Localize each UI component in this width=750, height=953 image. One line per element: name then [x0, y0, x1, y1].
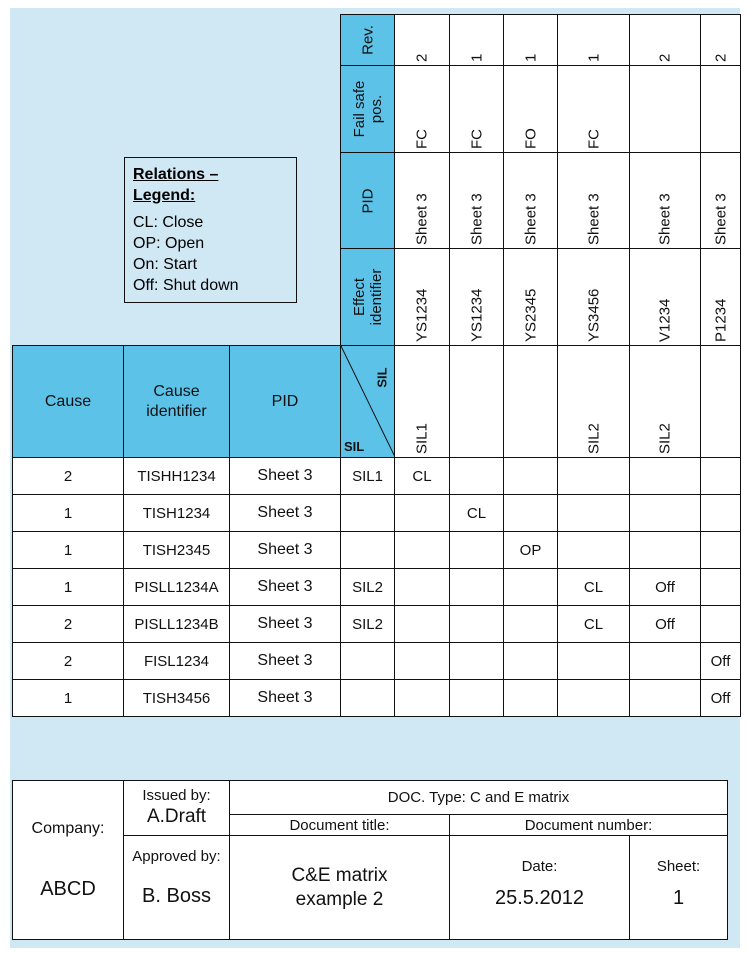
rev-header-label: Rev. [359, 25, 376, 55]
relation-cell [394, 531, 450, 569]
effect-rev-cell [557, 14, 630, 67]
pid-effect-header-label: PID [359, 187, 376, 214]
relation-cell: Off [700, 642, 741, 680]
effect-pid-cell [557, 152, 630, 250]
relation-cell [503, 457, 558, 495]
relation-cell: CL [394, 457, 450, 495]
approved-by-label: Approved by: [132, 848, 221, 865]
relations-legend [124, 157, 297, 303]
cause-sil-cell: SIL2 [340, 605, 395, 643]
effect-fail-safe-text: FC [413, 129, 431, 149]
cause-cause-cell: 2 [12, 457, 124, 495]
effect-identifier-text: YS2345 [522, 288, 539, 342]
effect-identifier-cell [557, 248, 630, 347]
effect-identifier-cell [503, 248, 558, 347]
date-value: 25.5.2012 [495, 887, 584, 909]
relation-cell: CL [557, 605, 630, 643]
effect-pid-text: Sheet 3 [712, 193, 729, 245]
effect-sil-text: SIL2 [585, 423, 602, 454]
effect-rev-text: 2 [413, 53, 431, 62]
cause-identifier-cell: TISH2345 [123, 531, 230, 569]
relation-cell [629, 679, 701, 717]
cause-sil-cell: SIL2 [340, 568, 395, 606]
effect-pid-text: Sheet 3 [585, 193, 602, 245]
relation-cell [449, 642, 504, 680]
cause-cause-cell: 1 [12, 494, 124, 532]
cause-cause-cell: 1 [12, 568, 124, 606]
relation-cell [557, 494, 630, 532]
cause-identifier-cell: TISH3456 [123, 679, 230, 717]
effect-rev-text: 1 [585, 53, 602, 62]
effect-sil-text: SIL2 [656, 423, 674, 454]
legend-item: OP: Open [133, 235, 205, 252]
sil-header-bottom: SIL [344, 439, 365, 454]
relation-cell [503, 494, 558, 532]
relation-cell [557, 457, 630, 495]
effect-identifier-cell [700, 248, 741, 347]
effect-rev-text: 2 [712, 53, 729, 62]
fail-safe-header [340, 65, 395, 153]
relation-cell: Off [629, 568, 701, 606]
relation-cell: CL [449, 494, 504, 532]
relation-cell [557, 679, 630, 717]
effect-identifier-cell [449, 248, 504, 347]
cause-identifier-cell: PISLL1234A [123, 568, 230, 606]
cause-identifier-header: Cause identifier [123, 345, 230, 458]
sil-header-top: SIL [374, 367, 390, 388]
cause-identifier-cell: PISLL1234B [123, 605, 230, 643]
effect-sil-cell [449, 345, 504, 459]
effect-sil-text: SIL1 [413, 423, 431, 454]
effect-identifier-text: V1234 [656, 298, 674, 342]
relation-cell [700, 457, 741, 495]
cause-sil-cell [340, 642, 395, 680]
relation-cell [503, 605, 558, 643]
issued-by-cell [123, 780, 230, 836]
effect-pid-text: Sheet 3 [522, 193, 539, 245]
relation-cell [449, 679, 504, 717]
effect-fail-safe-cell [503, 65, 558, 154]
cause-pid-cell: Sheet 3 [229, 605, 341, 643]
relation-cell [629, 494, 701, 532]
effect-fail-safe-cell [629, 65, 701, 154]
effect-identifier-cell [629, 248, 701, 347]
effect-rev-cell [394, 14, 450, 67]
effect-rev-cell [700, 14, 741, 67]
cause-cause-cell: 1 [12, 679, 124, 717]
legend-item: Off: Shut down [133, 277, 239, 294]
relation-cell [557, 642, 630, 680]
legend-title-line1: Relations – [133, 166, 219, 183]
effect-rev-cell [449, 14, 504, 67]
effect-sil-cell [700, 345, 741, 459]
effect-identifier-text: YS3456 [585, 288, 602, 342]
effect-rev-cell [503, 14, 558, 67]
approved-by-value: B. Boss [142, 885, 211, 907]
rev-header [340, 14, 395, 66]
relation-cell: CL [557, 568, 630, 606]
effect-identifier-text: P1234 [712, 298, 729, 342]
effect-pid-text: Sheet 3 [468, 193, 485, 245]
issued-by-value: A.Draft [146, 806, 207, 827]
company-value: ABCD [12, 840, 124, 940]
relation-cell [449, 605, 504, 643]
fail-safe-header-label: Fail safe pos. [350, 80, 385, 138]
doc-title-label: Document title: [229, 814, 450, 836]
relation-cell [394, 494, 450, 532]
cause-pid-header: PID [229, 345, 341, 458]
legend-item: CL: Close [133, 214, 204, 231]
doc-number-label: Document number: [449, 814, 728, 836]
relation-cell [700, 531, 741, 569]
relation-cell [394, 568, 450, 606]
legend-item: On: Start [133, 256, 198, 273]
legend-title-line2: Legend: [133, 187, 196, 204]
effect-fail-safe-cell [449, 65, 504, 154]
doc-title-cell [229, 835, 450, 940]
cause-sil-cell [340, 679, 395, 717]
relation-cell [394, 679, 450, 717]
relation-cell [629, 531, 701, 569]
effect-identifier-header-label: Effect identifier [350, 268, 385, 326]
relation-cell: Off [700, 679, 741, 717]
effect-sil-cell [394, 345, 450, 459]
effect-rev-text: 1 [522, 53, 539, 62]
doc-type: DOC. Type: C and E matrix [229, 780, 728, 815]
effect-pid-text: Sheet 3 [413, 193, 431, 245]
effect-identifier-cell [394, 248, 450, 347]
cause-pid-cell: Sheet 3 [229, 494, 341, 532]
relation-cell [394, 605, 450, 643]
relation-cell: Off [629, 605, 701, 643]
sheet-cell [629, 835, 728, 940]
effect-fail-safe-text: FC [468, 129, 485, 149]
relation-cell [629, 457, 701, 495]
effect-pid-cell [503, 152, 558, 250]
sheet-value: 1 [672, 887, 685, 909]
relation-cell [700, 568, 741, 606]
date-label: Date: [521, 858, 558, 875]
relation-cell [503, 679, 558, 717]
cause-sil-cell: SIL1 [340, 457, 395, 495]
cause-cause-cell: 2 [12, 605, 124, 643]
cause-pid-cell: Sheet 3 [229, 568, 341, 606]
relation-cell: OP [503, 531, 558, 569]
pid-effect-header [340, 152, 395, 249]
doc-title-line2: example 2 [295, 888, 384, 910]
relation-cell [629, 642, 701, 680]
effect-fail-safe-text: FC [585, 129, 602, 149]
effect-pid-cell [700, 152, 741, 250]
cause-identifier-cell: FISL1234 [123, 642, 230, 680]
effect-fail-safe-cell [394, 65, 450, 154]
cause-pid-cell: Sheet 3 [229, 457, 341, 495]
effect-rev-text: 1 [468, 53, 485, 62]
effect-rev-cell [629, 14, 701, 67]
approved-by-cell [123, 835, 230, 940]
cause-pid-cell: Sheet 3 [229, 531, 341, 569]
date-cell [449, 835, 630, 940]
cause-pid-cell: Sheet 3 [229, 642, 341, 680]
relation-cell [449, 457, 504, 495]
cause-header: Cause [12, 345, 124, 458]
cause-sil-cell [340, 531, 395, 569]
effect-pid-cell [449, 152, 504, 250]
relation-cell [503, 568, 558, 606]
sheet-label: Sheet: [656, 858, 701, 875]
cause-pid-cell: Sheet 3 [229, 679, 341, 717]
effect-identifier-text: YS1234 [413, 288, 431, 342]
effect-sil-cell [629, 345, 701, 459]
effect-sil-cell [503, 345, 558, 459]
company-label: Company: [12, 780, 124, 870]
cause-cause-cell: 1 [12, 531, 124, 569]
effect-pid-text: Sheet 3 [656, 193, 674, 245]
cause-identifier-cell: TISH1234 [123, 494, 230, 532]
cause-identifier-cell: TISHH1234 [123, 457, 230, 495]
relation-cell [700, 494, 741, 532]
issued-by-label: Issued by: [142, 787, 211, 804]
sil-diagonal-header [340, 345, 395, 458]
effect-identifier-text: YS1234 [468, 288, 485, 342]
effect-sil-cell [557, 345, 630, 459]
cause-cause-cell: 2 [12, 642, 124, 680]
relation-cell [394, 642, 450, 680]
effect-pid-cell [394, 152, 450, 250]
doc-title-line1: C&E matrix [291, 864, 388, 886]
relation-cell [449, 531, 504, 569]
effect-fail-safe-text: FO [522, 128, 539, 149]
cause-sil-cell [340, 494, 395, 532]
relation-cell [503, 642, 558, 680]
relation-cell [449, 568, 504, 606]
effect-rev-text: 2 [656, 53, 674, 62]
effect-pid-cell [629, 152, 701, 250]
relation-cell [700, 605, 741, 643]
effect-fail-safe-cell [700, 65, 741, 154]
relation-cell [557, 531, 630, 569]
effect-fail-safe-cell [557, 65, 630, 154]
effect-identifier-header [340, 248, 395, 346]
